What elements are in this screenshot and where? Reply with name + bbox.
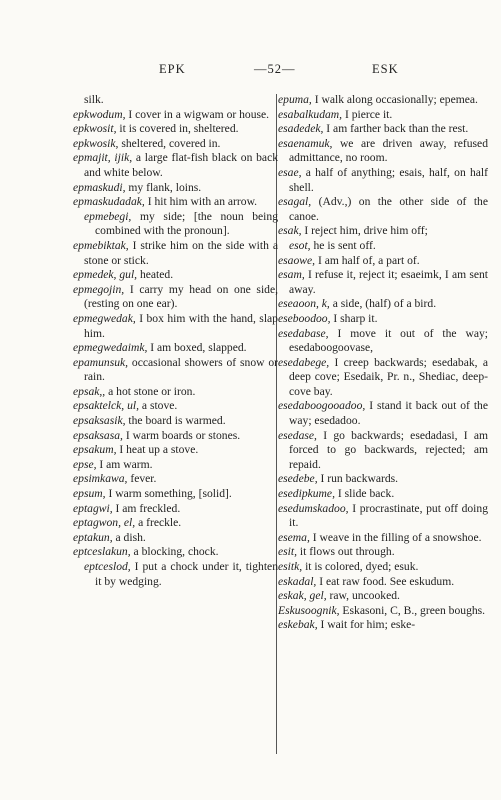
dictionary-entry (278, 429, 488, 473)
entry-definition: I am farther back than the rest. (326, 122, 469, 136)
entry-definition: I weave in the filling of a snowshoe. (312, 530, 482, 544)
dictionary-entry (73, 545, 278, 560)
entry-definition: I creep backwards; esedabak, a deep cove; Esedaik, Pr. n., Shediac, deep-cove bay. (289, 355, 488, 398)
entry-definition: I move it out of the way; esedaboogoovase, (289, 326, 488, 355)
entry-headword: epsimkawa, (73, 472, 128, 486)
entry-headword: epsak,, (73, 384, 106, 398)
entry-headword: eptceslakun, (73, 545, 131, 559)
dictionary-entry (278, 487, 488, 502)
dictionary-entry (73, 429, 278, 444)
entry-definition: I am freckled. (115, 501, 181, 515)
dictionary-entry (278, 137, 488, 166)
entry-headword: epkwosit, (73, 122, 117, 136)
entry-headword: esaowe, (278, 253, 316, 267)
entry-definition: occasional showers of snow or rain. (84, 355, 278, 384)
entry-headword: eptceslod, (84, 560, 131, 573)
entry-headword: epkwodum, (73, 107, 126, 121)
dictionary-entry (73, 472, 278, 487)
dictionary-entry (73, 531, 278, 546)
dictionary-entry (73, 181, 278, 196)
entry-headword: eptagwi, (73, 501, 113, 515)
entry-headword: epsaktelck, ul, (73, 399, 139, 413)
entry-headword: eptakun, (73, 530, 113, 544)
entry-definition: I reject him, drive him off; (304, 224, 428, 238)
entry-headword: esit, (278, 545, 297, 559)
entry-definition: it is colored, dyed; esuk. (305, 560, 419, 573)
dictionary-entry (278, 618, 488, 633)
entry-headword: eseboodoo, (278, 311, 331, 325)
entry-headword: Eskusoognik, (278, 603, 340, 617)
entry-definition: I strike him on the side with a stone or stick. (84, 238, 278, 267)
entry-headword: esak, (278, 224, 302, 238)
dictionary-entry (73, 312, 278, 341)
entry-definition: I warm boards or stones. (125, 428, 241, 442)
dictionary-entry (278, 356, 488, 400)
entry-headword: esagal, (278, 195, 312, 209)
dictionary-entry (278, 239, 488, 254)
entry-definition: I am boxed, slapped. (150, 341, 247, 355)
entry-headword: epmebiktak, (73, 238, 129, 252)
header-right-guide-word: ESK (372, 62, 399, 76)
entry-definition: I am half of, a part of. (317, 253, 420, 267)
dictionary-entry (73, 414, 278, 429)
entry-definition: the board is warmed. (128, 414, 226, 428)
entry-definition: raw, uncooked. (329, 589, 400, 603)
dictionary-entry (278, 545, 488, 560)
entry-definition: I run backwards. (320, 472, 399, 486)
entry-headword: epmaskudadak, (73, 195, 145, 209)
dictionary-entry (73, 268, 278, 283)
entry-headword: esadedek, (278, 122, 324, 136)
entry-headword: esaenamuk, (278, 136, 333, 150)
dictionary-entry (73, 458, 278, 473)
dictionary-entry (73, 487, 278, 502)
entry-definition: I hit him with an arrow. (147, 195, 258, 209)
entry-headword: esedabase, (278, 326, 329, 340)
entry-headword: esedase, (278, 428, 317, 442)
page-number: —52— (254, 62, 296, 76)
entry-definition: I put a chock under it, tighten it by wedging. (95, 560, 278, 588)
dictionary-entry (278, 531, 488, 546)
right-column (278, 93, 488, 633)
entry-headword: esitk, (278, 560, 303, 573)
entry-definition: I eat raw food. See eskudum. (319, 574, 455, 588)
dictionary-entry (73, 516, 278, 531)
entry-definition: we are driven away, refused admittance, no room. (289, 136, 488, 165)
dictionary-entry (73, 385, 278, 400)
entry-headword: epuma, (278, 93, 312, 106)
entry-definition: I box him with the hand, slap him. (84, 311, 278, 340)
dictionary-entry (73, 122, 278, 137)
dictionary-entry (278, 122, 488, 137)
entry-definition: my side; [the noun being combined with the pronoun]. (95, 209, 279, 238)
dictionary-entry (278, 93, 488, 108)
entry-headword: eskebak, (278, 618, 318, 632)
dictionary-entry (73, 210, 278, 239)
entry-headword: epmedek, gul, (73, 268, 138, 282)
entry-definition: I cover in a wigwam or house. (128, 107, 270, 121)
dictionary-entry (73, 443, 278, 458)
entry-definition: I sharp it. (333, 311, 378, 325)
header-left-guide-word: EPK (159, 62, 186, 76)
entry-definition: silk. (84, 93, 104, 106)
entry-headword: eptagwon, el, (73, 516, 136, 530)
dictionary-entry (73, 108, 278, 123)
entry-definition: a hot stone or iron. (108, 384, 196, 398)
entry-definition: heated. (139, 268, 174, 282)
left-column (73, 93, 278, 589)
entry-definition: (Adv.,) on the other side of the canoe. (289, 195, 488, 223)
entry-definition: I walk along occasionally; epemea. (314, 93, 478, 106)
entry-headword: epkwosik, (73, 136, 119, 150)
entry-headword: esedumskadoo, (278, 501, 349, 515)
entry-definition: I stand it back out of the way; esedadoo. (289, 399, 488, 428)
dictionary-entry (278, 327, 488, 356)
entry-headword: epmajit, ijik, (73, 151, 133, 165)
dictionary-entry (73, 560, 278, 589)
entry-definition: he is sent off. (313, 238, 376, 252)
entry-headword: epamunsuk, (73, 355, 129, 369)
entry-definition: I wait for him; eske- (320, 618, 416, 632)
dictionary-entry (73, 151, 278, 180)
dictionary-entry (278, 108, 488, 123)
entry-headword: esedebe, (278, 472, 318, 486)
entry-headword: esedabege, (278, 355, 330, 369)
entry-definition: I procrastinate, put off doing it. (289, 501, 488, 530)
entry-headword: eskadal, (278, 574, 317, 588)
entry-definition: a side, (half) of a bird. (332, 297, 437, 311)
entry-headword: esedaboogooadoo, (278, 399, 366, 413)
entry-definition: a large flat-fish black on back and white below. (84, 151, 279, 179)
dictionary-entry (278, 312, 488, 327)
entry-definition: a dish. (115, 530, 146, 544)
entry-definition: I go backwards; esedadasi, I am forced to go backwards, rejected; am repaid. (289, 428, 488, 471)
entry-headword: epsakum, (73, 443, 117, 457)
dictionary-entry (278, 268, 488, 297)
entry-headword: epmebegi, (84, 209, 132, 223)
entry-headword: eseaoon, k, (278, 297, 330, 311)
dictionary-entry (278, 560, 488, 575)
dictionary-entry (73, 356, 278, 385)
dictionary-entry (278, 254, 488, 269)
dictionary-entry (278, 195, 488, 224)
dictionary-entry (73, 341, 278, 356)
entry-headword: epsaksasik, (73, 414, 126, 428)
dictionary-entry (73, 93, 278, 108)
dictionary-entry (278, 224, 488, 239)
entry-definition: I am warm. (99, 457, 153, 471)
dictionary-entry (73, 239, 278, 268)
dictionary-entry (73, 399, 278, 414)
entry-headword: epmegwedaimk, (73, 341, 148, 355)
entry-definition: I warm something, [solid]. (108, 487, 232, 501)
entry-headword: esema, (278, 530, 310, 544)
entry-definition: a stove. (141, 399, 178, 413)
entry-headword: epmegwedak, (73, 311, 136, 325)
entry-headword: epmaskudi, (73, 180, 126, 194)
page-header (0, 62, 501, 80)
entry-definition: I pierce it. (344, 107, 393, 121)
entry-definition: a freckle. (138, 516, 182, 530)
entry-headword: esae, (278, 165, 302, 179)
entry-definition: a half of anything; esais, half, on half shell. (289, 165, 489, 194)
entry-headword: epse, (73, 457, 97, 471)
entry-headword: esedipkume, (278, 487, 335, 501)
entry-definition: I carry my head on one side, (resting on one ear). (84, 282, 279, 311)
dictionary-entry (278, 575, 488, 590)
dictionary-entry (73, 195, 278, 210)
entry-definition: it is covered in, sheltered. (119, 122, 239, 136)
dictionary-entry (73, 502, 278, 517)
dictionary-entry (278, 502, 488, 531)
entry-definition: a blocking, chock. (133, 545, 219, 559)
entry-headword: epsaksasa, (73, 428, 123, 442)
entry-headword: eskak, gel, (278, 589, 327, 603)
entry-definition: I heat up a stove. (119, 443, 199, 457)
entry-definition: my flank, loins. (128, 180, 202, 194)
entry-headword: esot, (289, 238, 311, 252)
entry-headword: epsum, (73, 487, 106, 501)
entry-definition: I slide back. (337, 487, 395, 501)
entry-definition: I refuse it, reject it; esaeimk, I am sent away. (289, 268, 488, 296)
entry-headword: esam, (278, 268, 305, 282)
entry-headword: esabalkudam, (278, 107, 343, 121)
entry-definition: it flows out through. (299, 545, 395, 559)
dictionary-entry (278, 589, 488, 604)
dictionary-entry (278, 166, 488, 195)
entry-definition: sheltered, covered in. (121, 136, 221, 150)
dictionary-entry (278, 472, 488, 487)
entry-definition: fever. (130, 472, 157, 486)
entry-definition: Eskasoni, C, B., green boughs. (342, 603, 486, 617)
dictionary-entry (278, 399, 488, 428)
dictionary-entry (278, 604, 488, 619)
dictionary-entry (278, 297, 488, 312)
entry-headword: epmegojin, (73, 282, 125, 296)
dictionary-entry (73, 283, 278, 312)
dictionary-entry (73, 137, 278, 152)
